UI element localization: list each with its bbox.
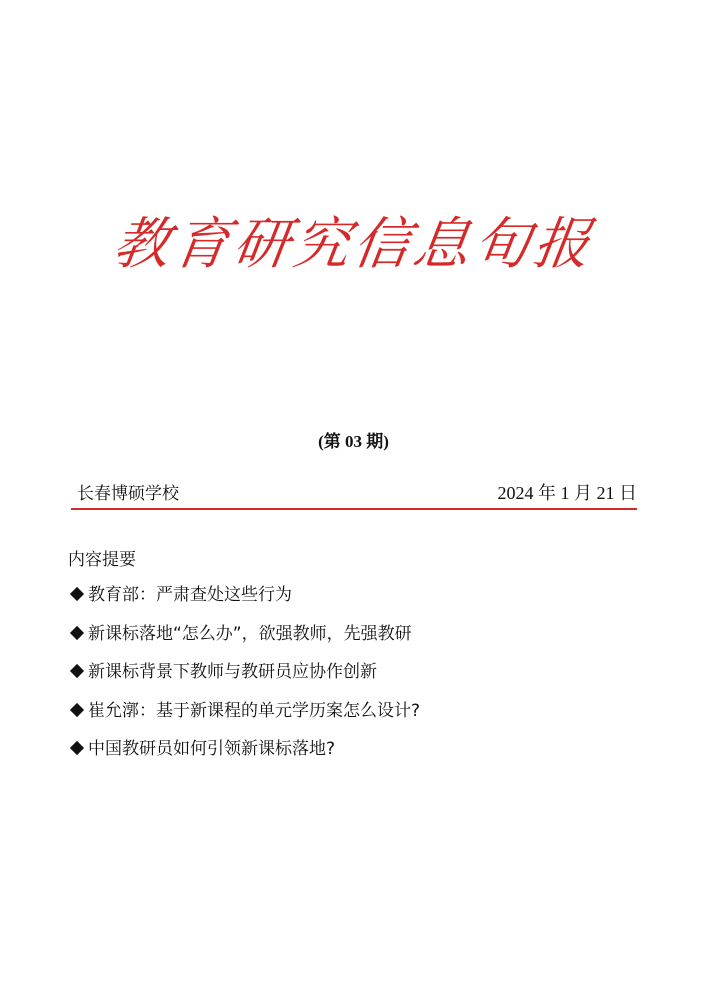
summary-item-text: 崔允漷：基于新课程的单元学历案怎么设计? <box>88 700 421 721</box>
summary-item-text: 新课标背景下教师与教研员应协作创新 <box>88 662 377 682</box>
summary-item-text: 新课标落地“怎么办”，欲强教师，先强教研 <box>88 623 412 644</box>
summary-title: 内容提要 <box>68 550 136 570</box>
masthead-title: 教育研究信息旬报 <box>109 212 599 277</box>
diamond-bullet-icon <box>70 625 84 639</box>
diamond-bullet-icon <box>70 664 84 678</box>
diamond-bullet-icon <box>70 702 84 716</box>
header-row <box>75 479 637 503</box>
summary-item-text: 教育部：严肃查处这些行为 <box>88 585 292 605</box>
summary-item <box>68 661 420 700</box>
summary-item <box>68 584 420 623</box>
summary-list <box>68 584 420 777</box>
school-name: 长春博硕学校 <box>77 484 179 504</box>
issue-number <box>0 427 707 452</box>
header-divider <box>71 508 637 510</box>
issue-number-text: (第 03 期) <box>318 432 389 451</box>
summary-item <box>68 738 420 777</box>
diamond-bullet-icon <box>70 741 84 755</box>
issue-date: 2024 年 1 月 21 日 <box>497 483 637 503</box>
summary-item-text: 中国教研员如何引领新课标落地? <box>88 739 336 759</box>
summary-item <box>68 623 420 662</box>
diamond-bullet-icon <box>70 587 84 601</box>
summary-item <box>68 700 420 739</box>
